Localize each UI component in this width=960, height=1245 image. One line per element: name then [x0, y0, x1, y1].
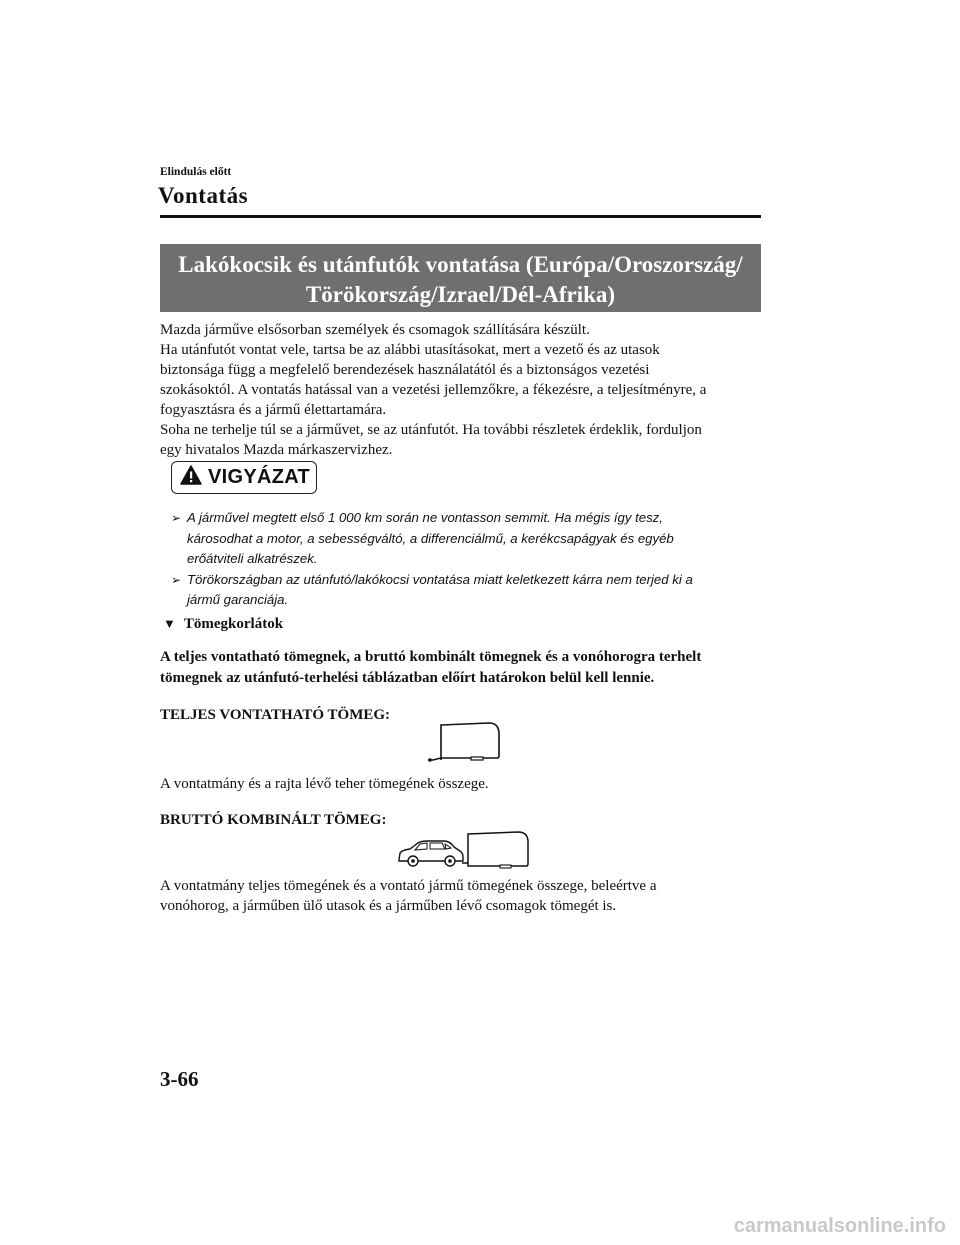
banner-title-line-2: Törökország/Izrael/Dél-Afrika) — [305, 282, 616, 307]
intro-line: biztonsága függ a megfelelő berendezések használatától és a biztonságos vezetési — [160, 362, 650, 378]
warning-list — [171, 508, 761, 611]
warning-item-line: jármű garanciája. — [187, 592, 289, 607]
term-description-line: vonóhorog, a járműben ülő utasok és a járműben lévő csomagok tömegét is. — [160, 898, 617, 914]
warning-label: VIGYÁZAT — [208, 466, 311, 488]
car-with-trailer-icon — [396, 829, 532, 878]
warning-item-line: erőátviteli alkatrészek. — [187, 551, 318, 566]
intro-line: Soha ne terhelje túl se a járművet, se az utánfutót. Ha további részletek érdeklik, forduljon — [160, 422, 702, 438]
weight-limit-line: A teljes vontatható tömegnek, a bruttó kombinált tömegnek és a vonóhorogra terhelt — [160, 649, 702, 665]
intro-line: Mazda járműve elsősorban személyek és csomagok szállítására készült. — [160, 322, 590, 338]
warning-item — [171, 570, 761, 611]
arrow-bullet-icon: ➢ — [171, 511, 182, 525]
triangle-down-icon: ▼ — [163, 616, 176, 631]
intro-line: egy hivatalos Mazda márkaszervizhez. — [160, 442, 393, 458]
weight-limit-text — [160, 647, 760, 689]
section-label: Elindulás előtt — [160, 166, 232, 178]
section-banner — [160, 244, 761, 312]
subsection-title: Tömegkorlátok — [183, 616, 284, 632]
weight-limit-line: tömegnek az utánfutó-terhelési táblázatban előírt határokon belül kell lennie. — [160, 670, 655, 686]
intro-paragraph — [160, 320, 760, 460]
watermark: carmanualsonline.info — [733, 1215, 946, 1237]
page-number: 3-66 — [160, 1067, 199, 1091]
warning-triangle-icon — [180, 465, 202, 490]
title-divider — [160, 215, 761, 218]
warning-item-line: A járművel megtett első 1 000 km során ne vontasson semmit. Ha mégis így tesz, — [187, 510, 663, 525]
term-description-line: A vontatmány teljes tömegének és a vontató jármű tömegének összege, beleértve a — [160, 878, 657, 894]
term-title: TELJES VONTATHATÓ TÖMEG: — [160, 707, 391, 723]
chapter-title: Vontatás — [158, 183, 249, 208]
term-description — [160, 876, 657, 916]
intro-line: Ha utánfutót vontat vele, tartsa be az alábbi utasításokat, mert a vezető és az utasok — [160, 342, 660, 358]
warning-item-line: károsodhat a motor, a sebességváltó, a differenciálmű, a kerékcsapágyak és egyéb — [187, 530, 674, 546]
warning-label-box — [171, 461, 317, 494]
term-title: BRUTTÓ KOMBINÁLT TÖMEG: — [160, 812, 387, 828]
intro-line: szokásoktól. A vontatás hatással van a vezetési jellemzőkre, a fékezésre, a teljesítményre, a — [160, 382, 707, 398]
trailer-icon — [427, 720, 505, 771]
subsection-heading — [163, 616, 283, 633]
intro-line: fogyasztásra és a jármű élettartamára. — [160, 402, 387, 418]
arrow-bullet-icon: ➢ — [171, 572, 182, 587]
warning-item-line: Törökországban az utánfutó/lakókocsi vontatása miatt keletkezett kárra nem terjed ki a — [187, 571, 693, 587]
term-description: A vontatmány és a rajta lévő teher tömegének összege. — [160, 776, 489, 792]
banner-title-line-1: Lakókocsik és utánfutók vontatása (Európa/Oroszország/ — [178, 252, 743, 277]
warning-item — [171, 508, 761, 570]
